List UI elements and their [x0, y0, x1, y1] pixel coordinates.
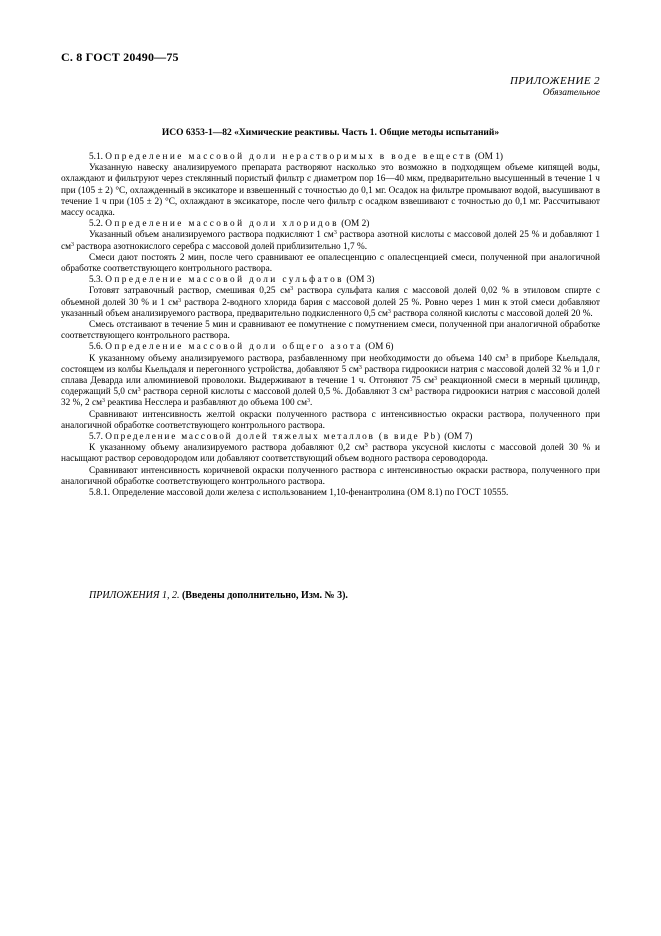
appendix-label [510, 75, 600, 99]
section-number: 5.7. [89, 432, 103, 443]
method-code: (ОМ 1) [474, 152, 503, 162]
section-heading-5-3 [61, 275, 600, 286]
paragraph: Сравнивают интенсивность коричневой окраски полученного раствора с интенсивностью окраски раствора, полученного при аналогичной обработке соответствующего контрольного раствора. [61, 465, 600, 487]
paragraph: К указанному объему анализируемого раствора добавляют 0,2 $см^3$ раствора уксусной кислоты с массовой долей 30 % и насыщают раствор сероводородом или добавляют соответствующий объем водного раствора сероводорода. [61, 443, 600, 465]
paragraph: Указанный объем анализируемого раствора подкисляют 1 $см^3$ раствора азотной кислоты с массовой долей 25 % и добавляют 1 $см^3$ раствора азотнокислого серебра с массовой долей приблизительно 1,7 %. [61, 230, 600, 252]
section-heading-5-1 [61, 152, 600, 163]
method-code: (ОМ 2) [341, 219, 370, 230]
section-number: 5.2. [89, 219, 103, 230]
amendment-note [89, 590, 348, 601]
section-title: Определение массовой доли хлоридов [105, 219, 339, 230]
section-title: Определение массовой долей тяжелых металлов (в виде Pb) [105, 432, 442, 443]
paragraph: Смесь отстаивают в течение 5 мин и сравнивают ее помутнение с помутнением смеси, полученной при аналогичной обработке соответствующего контрольного раствора. [61, 320, 600, 342]
section-title: Определение массовой доли общего азота [105, 342, 363, 353]
section-heading-5-2 [61, 219, 600, 230]
amendment-italic: ПРИЛОЖЕНИЯ 1, 2. [89, 590, 180, 601]
document-body [61, 152, 600, 499]
page-header: С. 8 ГОСТ 20490—75 [61, 50, 179, 64]
section-heading-5-6 [61, 342, 600, 353]
section-title: Определение массовой доли сульфатов [105, 275, 344, 286]
section-heading-5-7 [61, 432, 600, 443]
paragraph: Готовят затравочный раствор, смешивая 0,25 $см^3$ раствора сульфата калия с массовой долей 0,02 % в этиловом спирте с объемной долей 30 % и 1 $см^3$ раствора 2-водного хлорида бария с массовой долей 25 %. Ровно через 1 мин к этой смеси добавляют указанный объем анализируемого раствора, предварительно подкисленного 0,5 $см^3$ раствора соляной кислоты с массовой долей 20 %. [61, 286, 600, 319]
paragraph: Сравнивают интенсивность желтой окраски полученного раствора с интенсивностью окраски раствора, полученного при аналогичной обработке соответствующего контрольного раствора. [61, 409, 600, 431]
section-number: 5.1. [89, 152, 103, 162]
paragraph: Указанную навеску анализируемого препарата растворяют насколько это возможно в подходящем объеме кипящей воды, охлаждают и фильтруют через стеклянный пористый фильтр с диаметром пор 16—40 мкм, предварительно высушенный в течение 1 ч при (105 ± 2) °С, охлажденный в эксикаторе и взвешенный с точностью до 0,1 мг. Осадок на фильтре промывают водой, высушивают в течение 1 ч при (105 ± 2) °С, охлаждают в эксикаторе, после чего фильтр с осадком взвешивают с точностью до 0,1 мг. Рассчитывают массу осадка. [61, 163, 600, 219]
method-code: (ОМ 3) [346, 275, 375, 286]
section-number: 5.3. [89, 275, 103, 286]
document-title: ИСО 6353-1—82 «Химические реактивы. Часть 1. Общие методы испытаний» [161, 128, 500, 138]
section-5-8-1: 5.8.1. Определение массовой доли железа с использованием 1,10-фенантролина (ОМ 8.1) по ГОСТ 10555. [89, 488, 509, 499]
paragraph: К указанному объему анализируемого раствора, разбавленному при необходимости до объема 140 $см^3$ в приборе Кьельдаля, состоящем из колбы Кьельдаля и перегонного устройства, добавляют 5 $см^3$ раствора гидроокиси натрия с массовой долей 32 % и 1,0 г сплава Деварда или алюминиевой проволоки. Выдерживают в течение 1 ч. Отгоняют 75 $см^3$ реакционной смеси в мерный цилиндр, содержащий 5,0 $см^3$ раствора серной кислоты с массовой долей 0,5 %. Добавляют 3 $см^3$ раствора гидроокиси натрия с массовой долей 32 %, 2 $см^3$ реактива Несслера и разбавляют до объема 100 $см^3$. [61, 353, 601, 409]
appendix-title: ПРИЛОЖЕНИЕ 2 [509, 75, 600, 87]
section-title: Определение массовой доли нерастворимых в воде веществ [105, 152, 473, 162]
appendix-subtitle: Обязательное [542, 88, 600, 98]
method-code: (ОМ 7) [444, 432, 473, 443]
amendment-bold: (Введены дополнительно, Изм. № 3). [179, 590, 348, 601]
section-number: 5.6. [89, 342, 103, 353]
method-code: (ОМ 6) [365, 342, 394, 353]
paragraph: Смеси дают постоять 2 мин, после чего сравнивают ее опалесценцию с опалесценцией смеси, полученной при аналогичной обработке соответствующего контрольного раствора. [61, 252, 600, 275]
